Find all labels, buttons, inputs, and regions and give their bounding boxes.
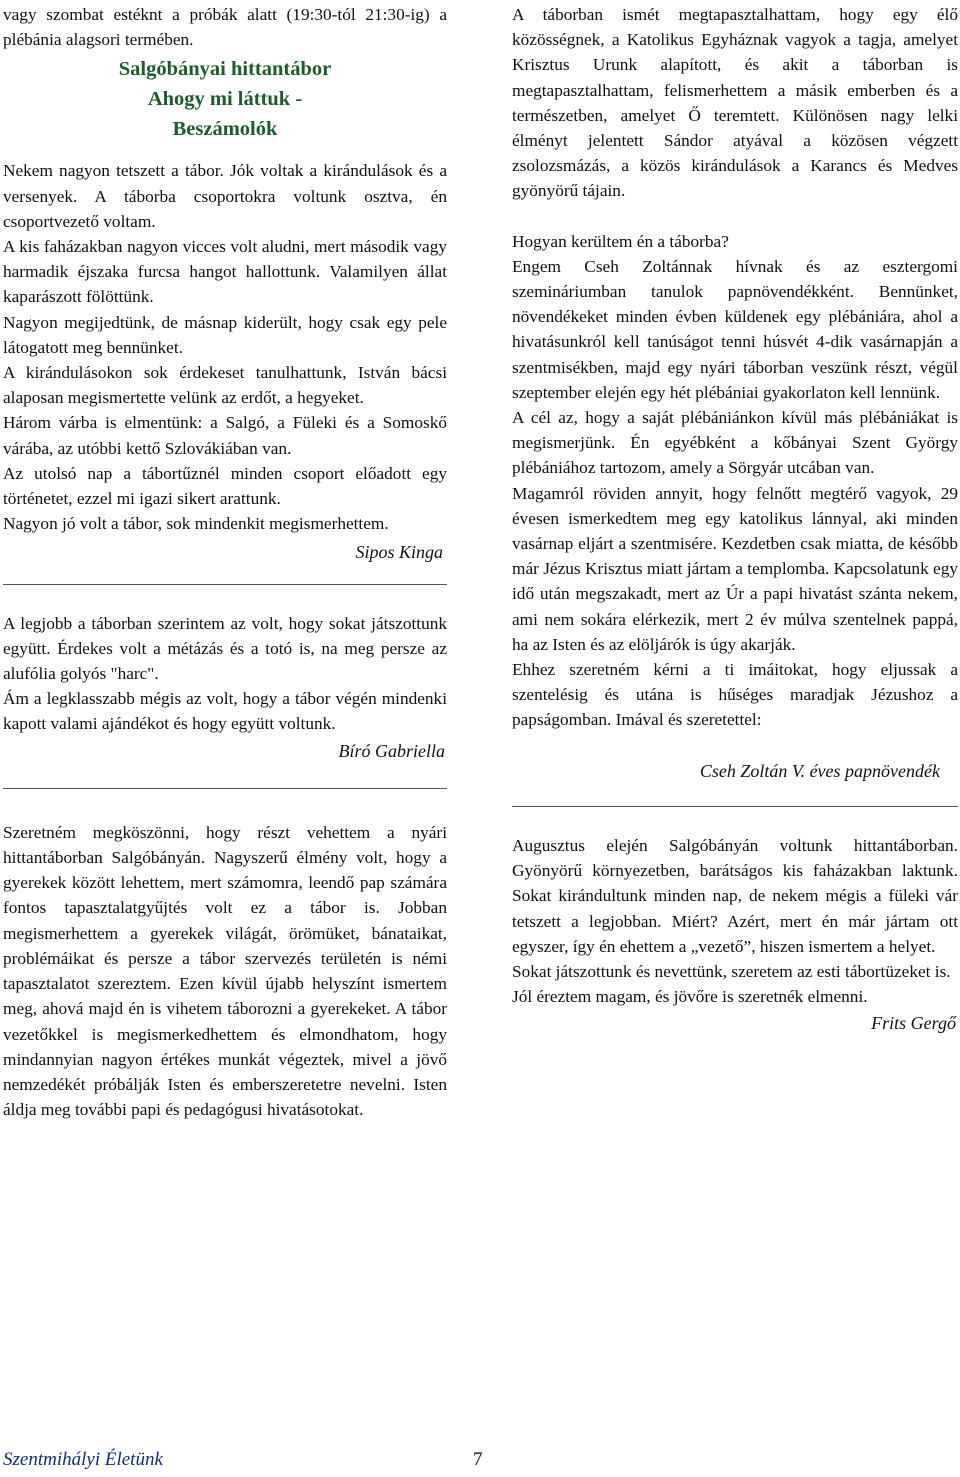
report-gabriella xyxy=(3,611,447,764)
paragraph: Engem Cseh Zoltánnak hívnak és az esztergomi szemináriumban tanulok papnövendékként. Bennünket, növendékeket minden évben küldenek egy plébániára, ahol a hivatásunkról kell tanúságot tenni húsvét 4-dik vasárnapján a szentmisékben, majd egy nyári táborban veszünk részt, végül szeptember elején egy hét plébániai gyakorlaton kell lennünk. xyxy=(512,256,958,402)
paragraph: Nagyon jó volt a tábor, sok mindenkit megismerhettem. xyxy=(3,514,389,534)
title-line-2: Ahogy mi láttuk - xyxy=(147,88,303,111)
paragraph: A cél az, hogy a saját plébániánkon kívül más plébániákat is megismerjünk. Én egyébként a kőbányai Szent György plébániához tartozom, amely a Sörgyár utcában van. xyxy=(512,408,958,478)
paragraph: A legjobb a táborban szerintem az volt, hogy sokat játszottunk együtt. Érdekes volt a métázás és a totó is, na meg persze az alufólia golyós "harc". xyxy=(3,613,447,684)
title-line-1: Salgóbányai hittantábor xyxy=(118,58,332,81)
signature-biro-gabriella: Bíró Gabriella xyxy=(338,740,445,761)
question-heading: Hogyan kerültem én a táborba? xyxy=(512,231,729,251)
divider xyxy=(3,788,447,789)
paragraph: Ám a legklasszabb mégis az volt, hogy a tábor végén mindenki kapott valami ajándékot és hogy együtt voltunk. xyxy=(3,689,447,734)
intro-text: vagy szombat estéknt a próbák alatt (19:30-tól 21:30-ig) a plébánia alagsori termében. xyxy=(3,5,447,50)
paragraph: Az utolsó nap a tábortűznél minden csoport előadott egy történetet, ezzel mi igazi sikert arattunk. xyxy=(3,463,447,509)
report-szeretnem xyxy=(3,820,447,1122)
report-cseh-zoltan xyxy=(512,2,958,784)
title-line-3: Beszámolók xyxy=(172,118,278,141)
divider xyxy=(3,584,447,585)
paragraph: Szeretném megköszönni, hogy részt vehettem a nyári hittantáborban Salgóbányán. Nagyszerű élmény volt, hogy a gyerekek között lehettem, mert számomra, leendő pap számára fontos tapasztalatgyűjtés volt ez a tábor is. Jobban megismerhettem a gyerekek világát, örömüket, bánataikat, problémáikat és persze a tábor szervezés területén is némi tapasztalatot szereztem. Ezen kívül újabb helyszínt ismertem meg, ahová majd én is vihetem táborozni a gyerekeket. A tábor vezetőkkel is megismerkedhettem és elmondhatom, hogy mindannyian nagyon értékes munkát végeztek, mivel a jövő nemzedékét próbálják Isten és emberszeretetre nevelni. Isten áldja meg további papi és pedagógusi hivatásotokat. xyxy=(3,822,447,1120)
signature-cseh-zoltan: Cseh Zoltán V. éves papnövendék xyxy=(699,760,940,781)
paragraph: Nagyon megijedtünk, de másnap kiderült, hogy csak egy pele látogatott meg bennünket. xyxy=(3,312,447,357)
paragraph: Sokat játszottunk és nevettünk, szeretem az esti tábortüzeket is. xyxy=(512,961,951,981)
paragraph: Magamról röviden annyit, hogy felnőtt megtérő vagyok, 29 évesen ismerkedtem meg egy katolikus lánnyal, aki minden vasárnap eljárt a szentmisére. Kezdetben csak miatta, de később már Jézus Krisztus miatt jártam a templomba. Kapcsolatunk egy idő után megszakadt, mert az Úr a papi hivatást szánta nekem, ami nem sokára elérkezik, mert 2 év múlva szentelnek pappá, ha az Isten és az elöljárók is úgy akarják. xyxy=(512,483,958,654)
divider xyxy=(512,806,958,807)
report-frits-gergo xyxy=(512,833,958,1037)
paragraph: Augusztus elején Salgóbányán voltunk hittantáborban. Gyönyörű környezetben, barátságos kis faházakban laktunk. Sokat kirándultunk minden nap, de nekem mégis a füleki vár tetszett a legjobban. Miért? Azért, mert én már jártam ott egyszer, így én ehettem a „vezető”, hiszen ismertem a helyet. xyxy=(512,835,958,956)
right-column xyxy=(512,0,958,1037)
paragraph: A kis faházakban nagyon vicces volt aludni, mert második vagy harmadik éjszaka furcsa hangot hallottunk. Valamilyen állat kaparászott fölöttünk. xyxy=(3,237,447,307)
footer-publication-title: Szentmihályi Életünk xyxy=(3,1449,163,1470)
signature-sipos-kinga: Sipos Kinga xyxy=(355,542,443,563)
article-title xyxy=(3,54,447,144)
signature-frits-gergo: Frits Gergő xyxy=(871,1013,956,1034)
paragraph: A táborban ismét megtapasztalhattam, hogy egy élő közösségnek, a Katolikus Egyháznak vagyok a tagja, amelyet Krisztus Urunk alapított, és akit a táborban is megtapasztalhattam, felismerhettem a másik emberben és a természetben, amelyet Ő teremtett. Különösen nagy lelki élményt jelentett Sándor atyával a közösen végzett zsolozsmázás, a közös kirándulások a Karancs és Medves gyönyörű tájain. xyxy=(512,5,958,201)
paragraph: Jól éreztem magam, és jövőre is szeretnék elmenni. xyxy=(512,987,868,1007)
page-number: 7 xyxy=(473,1449,483,1470)
paragraph: Nekem nagyon tetszett a tábor. Jók voltak a kirándulások és a versenyek. A táborba csoportokra voltunk osztva, én csoportvezető voltam. xyxy=(3,161,447,231)
paragraph: Ehhez szeretném kérni a ti imáitokat, hogy eljussak a szentelésig és utána is hűséges maradjak Jézushoz a papságomban. Imával és szeretettel: xyxy=(512,660,958,730)
left-column xyxy=(3,0,447,1122)
paragraph: A kirándulásokon sok érdekeset tanulhattunk, István bácsi alaposan megismertette velünk az erdőt, a hegyeket. xyxy=(3,363,447,408)
paragraph: Három várba is elmentünk: a Salgó, a Füleki és a Somoskő várába, az utóbbi kettő Szlovákiában van. xyxy=(3,413,447,458)
report-kinga xyxy=(3,158,447,565)
